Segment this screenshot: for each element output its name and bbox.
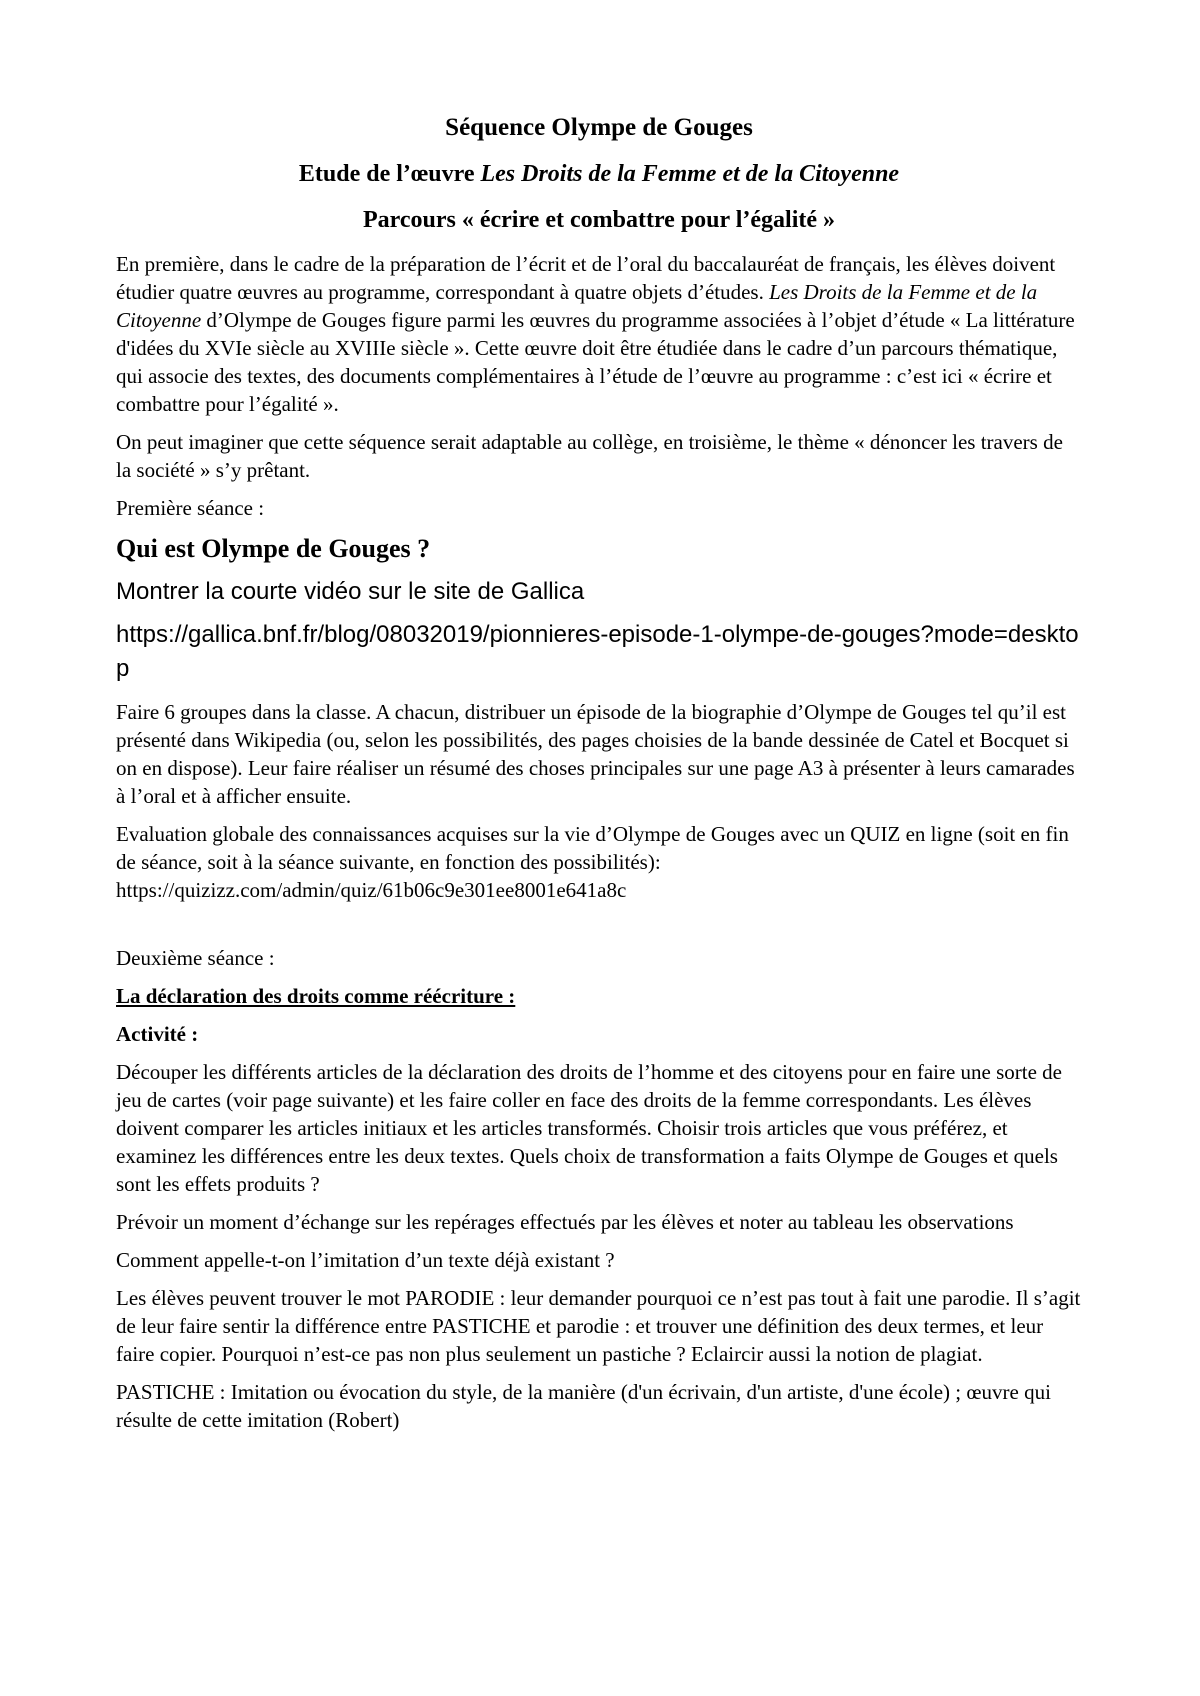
pastiche-definition: PASTICHE : Imitation ou évocation du style, de la manière (d'un écrivain, d'un artiste, d'une école) ; œuvre qui résulte de cette imitation (Robert) [116,1380,1051,1432]
document-subtitle [116,158,1082,190]
parodie-paragraph: Les élèves peuvent trouver le mot PARODIE : leur demander pourquoi ce n’est pas tout à fait une parodie. Il s’agit de leur faire sentir la différence entre PASTICHE et parodie : et trouver une définition des deux termes, et leur faire copier. Pourquoi n’est-ce pas non plus seulement un pastiche ? Eclaircir aussi la notion de plagiat. [116,1286,1081,1366]
intro-text-b: d’Olympe de Gouges figure parmi les œuvres du programme associées à l’objet d’étude « La littérature d'idées du XVIe siècle au XVIIIe siècle ». Cette œuvre doit être étudiée dans le cadre d’un parcours thématique, qui associe des textes, des documents complémentaires à l’étude de l’œuvre au programme : c’est ici « écrire et combattre pour l’égalité ». [116,308,1075,416]
session2-label: Deuxième séance : [116,946,275,970]
intro-paragraph [116,250,1082,418]
intro-text-a: En première, dans le cadre de la préparation de l’écrit et de l’oral du baccalauréat de français, les élèves doivent étudier quatre œuvres au programme, correspondant à quatre objets d’études. [116,252,1056,304]
activity-label: Activité : [116,1022,199,1046]
spacer [116,914,1082,944]
subtitle-work-title: Les Droits de la Femme et de la Citoyenne [480,161,900,187]
video-instruction: Montrer la courte vidéo sur le site de Gallica [116,578,585,605]
subtitle-prefix: Etude de l’œuvre [298,161,481,187]
intro-work-title: Les Droits de la Femme et de la Citoyenne [116,280,1038,332]
gallica-link[interactable]: https://gallica.bnf.fr/blog/08032019/pionnieres-episode-1-olympe-de-gouges?mode=desktop [116,621,1079,682]
imitation-question: Comment appelle-t-on l’imitation d’un texte déjà existant ? [116,1248,615,1272]
session1-label: Première séance : [116,496,265,520]
session1-heading: Qui est Olympe de Gouges ? [116,534,431,563]
quiz-link[interactable]: https://quizizz.com/admin/quiz/61b06c9e301ee8001e641a8c [116,878,627,902]
document-title: Séquence Olympe de Gouges [445,114,753,141]
cut-articles-paragraph: Découper les différents articles de la déclaration des droits de l’homme et des citoyens pour en faire une sorte de jeu de cartes (voir page suivante) et les faire coller en face des droits de la femme correspondants. Les élèves doivent comparer les articles initiaux et les articles transformés. Choisir trois articles que vous préférez, et examinez les différences entre les deux textes. Quels choix de transformation a faits Olympe de Gouges et quels sont les effets produits ? [116,1060,1063,1196]
exchange-paragraph: Prévoir un moment d’échange sur les repérages effectués par les élèves et noter au tableau les observations [116,1210,1014,1234]
parcours-heading: Parcours « écrire et combattre pour l’égalité » [362,207,836,233]
groups-paragraph: Faire 6 groupes dans la classe. A chacun, distribuer un épisode de la biographie d’Olympe de Gouges tel qu’il est présenté dans Wikipedia (ou, selon les possibilités, des pages choisies de la bande dessinée de Catel et Bocquet si on en dispose). Leur faire réaliser un résumé des choses principales sur une page A3 à présenter à leurs camarades à l’oral et à afficher ensuite. [116,700,1075,808]
college-paragraph: On peut imaginer que cette séquence serait adaptable au collège, en troisième, le thème « dénoncer les travers de la société » s’y prêtant. [116,430,1063,482]
session2-heading: La déclaration des droits comme réécriture : [116,984,516,1008]
evaluation-paragraph [116,820,1082,904]
evaluation-text: Evaluation globale des connaissances acquises sur la vie d’Olympe de Gouges avec un QUIZ en ligne (soit en fin de séance, soit à la séance suivante, en fonction des possibilités): [116,822,1069,874]
